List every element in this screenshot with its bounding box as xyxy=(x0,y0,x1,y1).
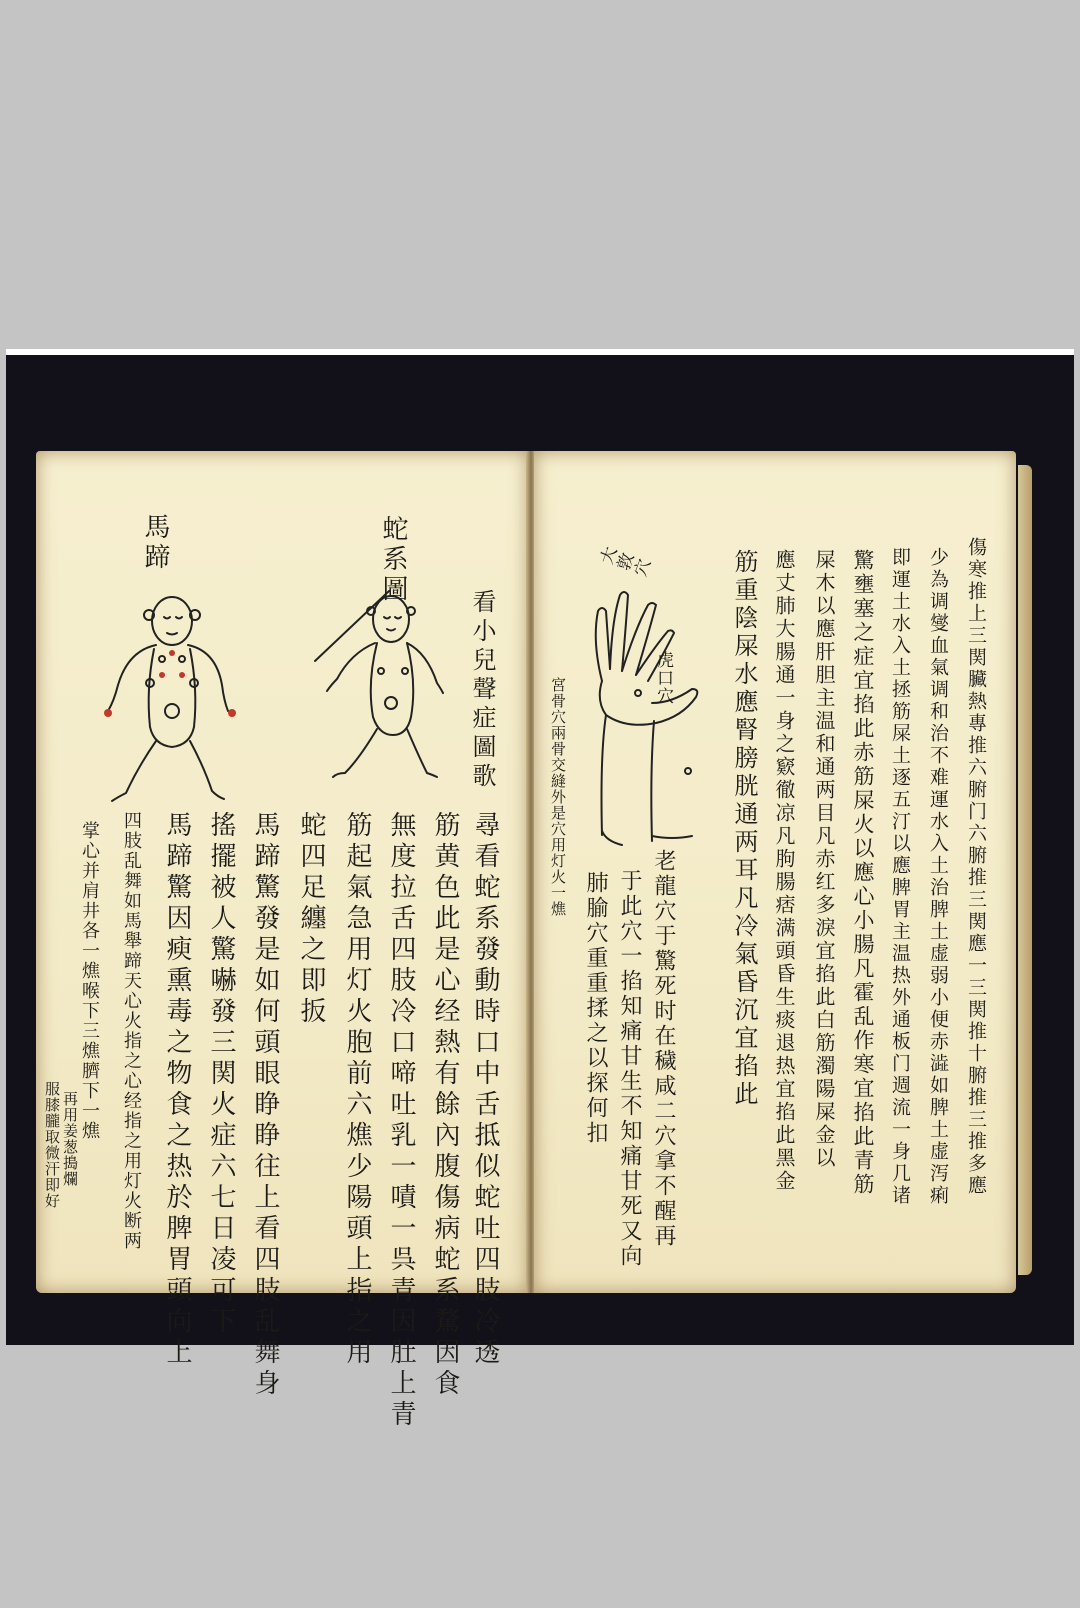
book-scan xyxy=(6,355,1074,1431)
right-text-column-4: 驚壅塞之症宜掐此赤筋屎火以應心小腸凡霍乱作寒宜掐此青筋 xyxy=(851,549,875,1197)
text-column-3: 無度拉舌四肢冷口啼吐乳一嘖一呉青因肚上青 xyxy=(386,811,416,1431)
laolong-column-1: 老龍穴于驚死时在穢咸二穴拿不醒再 xyxy=(651,849,676,1249)
hand-label: 大敦穴 xyxy=(595,545,654,583)
text-column-8: 馬蹄驚因瘐熏毒之物食之热於脾胃頭向上 xyxy=(162,811,192,1369)
hand-note: 宮骨穴兩骨交縫外是穴用灯火一燋 xyxy=(549,677,567,917)
text-column-2: 筋黄色此是心经熱有餘內腹傷病蛇系騖因食 xyxy=(430,811,460,1400)
laolong-column-3: 肺腧穴重重揉之以探何扣 xyxy=(583,871,608,1146)
text-column-9: 四肢乱舞如馬舉蹄天心火指之心经指之用灯火断两 xyxy=(121,811,142,1251)
mati-child-figure xyxy=(104,591,244,811)
left-page xyxy=(36,451,528,1431)
text-column-4: 筋起氣急用灯火胞前六燋少陽頭上指之用 xyxy=(342,811,372,1369)
tiger-mouth-label: 虎口穴 xyxy=(653,651,673,705)
final-note-a: 再用姜葱搗爛 xyxy=(61,1091,79,1187)
right-text-column-6: 應丈肺大腸通一身之窽徹凉凡朐腸痞满頭昏生痰退热宜掐此黑金 xyxy=(772,549,796,1193)
right-text-column-5: 屎木以應肝胆主温和通两目凡赤红多淚宜掐此白筋濁陽屎金以 xyxy=(812,549,836,1170)
caption-shexi: 蛇系圖 xyxy=(378,515,408,605)
right-text-column-3: 即運土水入土拯筋屎土逐五汀以應脾胃主温热外通板门週流一身几诸 xyxy=(889,547,911,1207)
page-edge xyxy=(1018,465,1032,1275)
text-column-6: 馬蹄驚發是如何頭眼睁睁往上看四肢乱舞身 xyxy=(250,811,280,1400)
section-title: 看小兒聲症圖歌 xyxy=(468,589,496,792)
hand-diagram xyxy=(562,581,702,861)
final-note-b: 服膝朧取微汗即好 xyxy=(43,1081,61,1209)
text-column-5: 蛇四足纏之即扳 xyxy=(296,811,326,1028)
right-text-column-1: 傷寒推上三関臟熱專推六腑门六腑推三関應一三関推十腑推三推多應 xyxy=(965,537,987,1197)
right-text-column-7: 筋重陰屎水應腎膀胱通两耳凡冷氣昏沉宜掐此 xyxy=(730,549,758,1109)
laolong-column-2: 于此穴一掐知痛甘生不知痛甘死又向 xyxy=(617,869,642,1269)
text-column-7: 搖擺被人驚嚇發三関火症六七日凌可下 xyxy=(206,811,236,1338)
right-text-column-2: 少為调燮血氣调和治不难運水入土治脾土虚弱小便赤澁如脾土虚泻痢 xyxy=(927,547,949,1207)
text-column-1: 尋看蛇系發動時口中舌抵似蛇吐四肢冷透 xyxy=(470,811,500,1369)
right-page xyxy=(534,451,1016,1293)
shexi-child-figure xyxy=(311,591,451,791)
caption-mati: 馬蹄 xyxy=(140,513,170,573)
text-column-10: 掌心并肩井各一燋喉下三燋臍下一燋 xyxy=(79,821,100,1141)
